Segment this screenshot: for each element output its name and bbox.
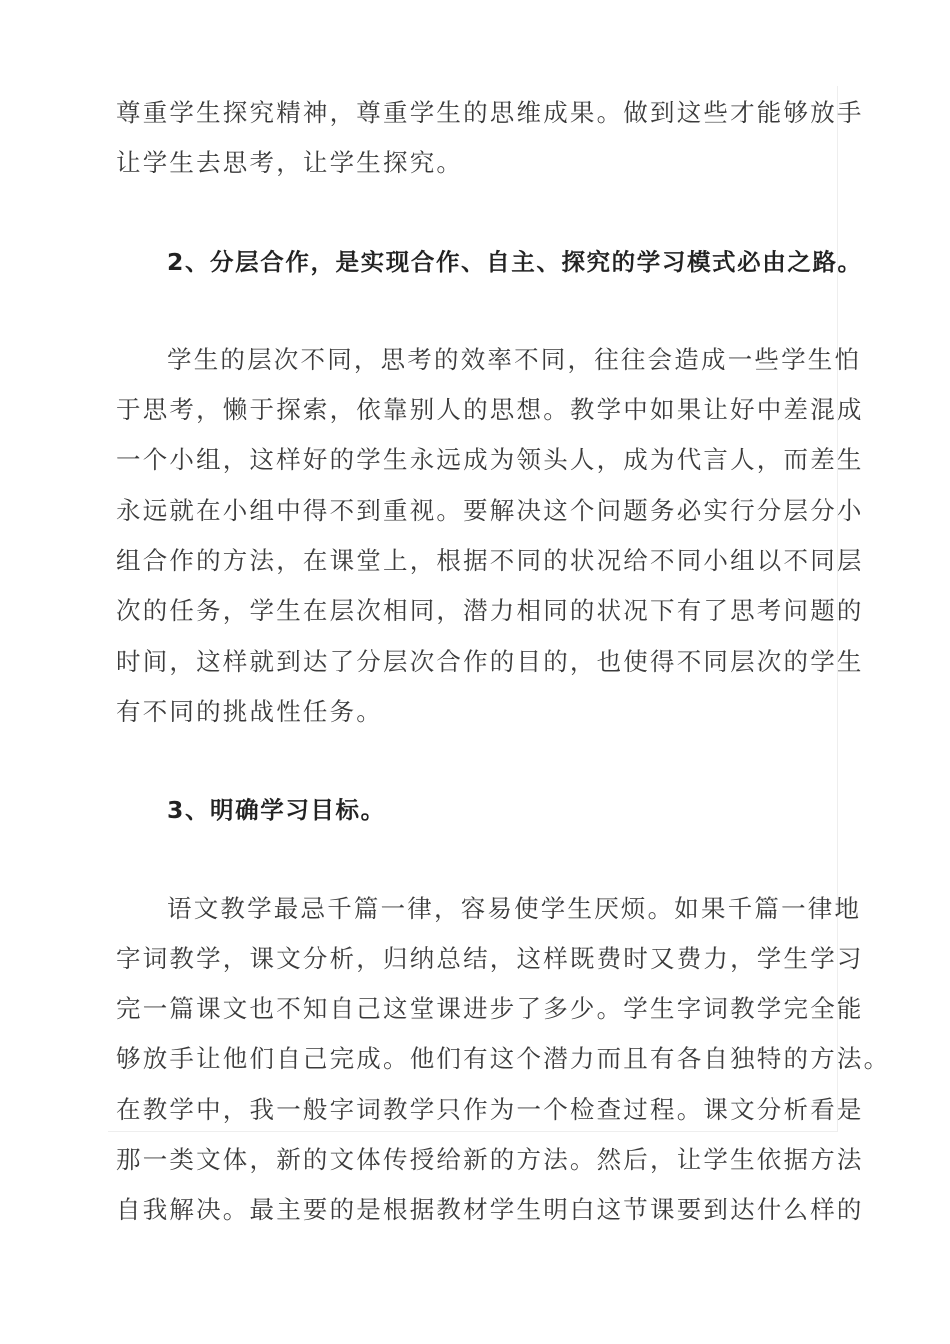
body-line: 够放手让他们自己完成。他们有这个潜力而且有各自独特的方法。 xyxy=(116,1044,891,1074)
section-heading-3: 3、明确学习目标。 xyxy=(167,796,386,825)
body-line: 永远就在小组中得不到重视。要解决这个问题务必实行分层分小 xyxy=(116,495,864,525)
body-line: 自我解决。最主要的是根据教材学生明白这节课要到达什么样的 xyxy=(116,1195,864,1225)
body-line: 次的任务，学生在层次相同，潜力相同的状况下有了思考问题的 xyxy=(116,596,864,626)
body-line: 学生的层次不同，思考的效率不同，往往会造成一些学生怕 xyxy=(167,344,862,374)
body-line: 有不同的挑战性任务。 xyxy=(116,696,383,726)
body-line: 时间，这样就到达了分层次合作的目的，也使得不同层次的学生 xyxy=(116,646,864,676)
body-line: 完一篇课文也不知自己这堂课进步了多少。学生字词教学完全能 xyxy=(116,994,864,1024)
body-line: 语文教学最忌千篇一律，容易使学生厌烦。如果千篇一律地 xyxy=(167,893,862,923)
section-heading-2: 2、分层合作，是实现合作、自主、探究的学习模式必由之路。 xyxy=(167,247,863,276)
body-line: 一个小组，这样好的学生永远成为领头人，成为代言人，而差生 xyxy=(116,445,864,475)
document-body xyxy=(116,88,891,1236)
paragraph-layered-cooperation xyxy=(116,335,864,737)
body-line: 组合作的方法，在课堂上，根据不同的状况给不同小组以不同层 xyxy=(116,546,864,576)
paragraph-learning-goals xyxy=(116,884,891,1236)
body-line: 在教学中，我一般字词教学只作为一个检查过程。课文分析看是 xyxy=(116,1094,864,1124)
body-line: 于思考，懒于探索，依靠别人的思想。教学中如果让好中差混成 xyxy=(116,395,864,425)
body-line: 让学生去思考，让学生探究。 xyxy=(116,148,464,178)
body-line: 字词教学，课文分析，归纳总结，这样既费时又费力，学生学习 xyxy=(116,943,864,973)
body-line: 尊重学生探究精神，尊重学生的思维成果。做到这些才能够放手 xyxy=(116,98,864,127)
paragraph-continuation xyxy=(116,88,864,189)
body-line: 那一类文体，新的文体传授给新的方法。然后，让学生依据方法 xyxy=(116,1145,864,1175)
